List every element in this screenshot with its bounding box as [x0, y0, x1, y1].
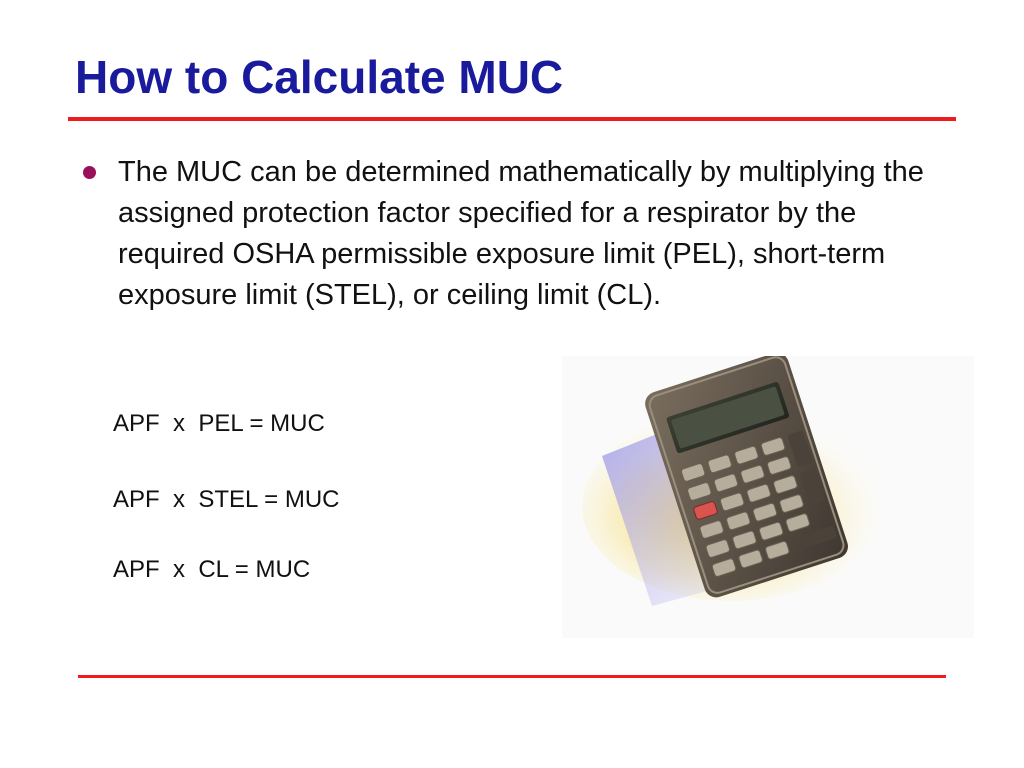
title-underline	[68, 117, 956, 121]
formula-pel: APF x PEL = MUC	[113, 410, 325, 437]
bullet-text: The MUC can be determined mathematically by multiplying the assigned protection factor specified for a respirator by the required OSHA permissible exposure limit (PEL), short-term exposure limit (STEL), or ceiling limit (CL).	[118, 156, 924, 311]
calculator-image	[562, 356, 974, 638]
calculator-icon	[562, 356, 974, 638]
footer-rule	[78, 675, 946, 678]
bullet-dot	[83, 166, 96, 179]
slide-title: How to Calculate MUC	[75, 51, 564, 103]
formula-cl: APF x CL = MUC	[113, 556, 311, 583]
formula-stel: APF x STEL = MUC	[113, 486, 340, 513]
